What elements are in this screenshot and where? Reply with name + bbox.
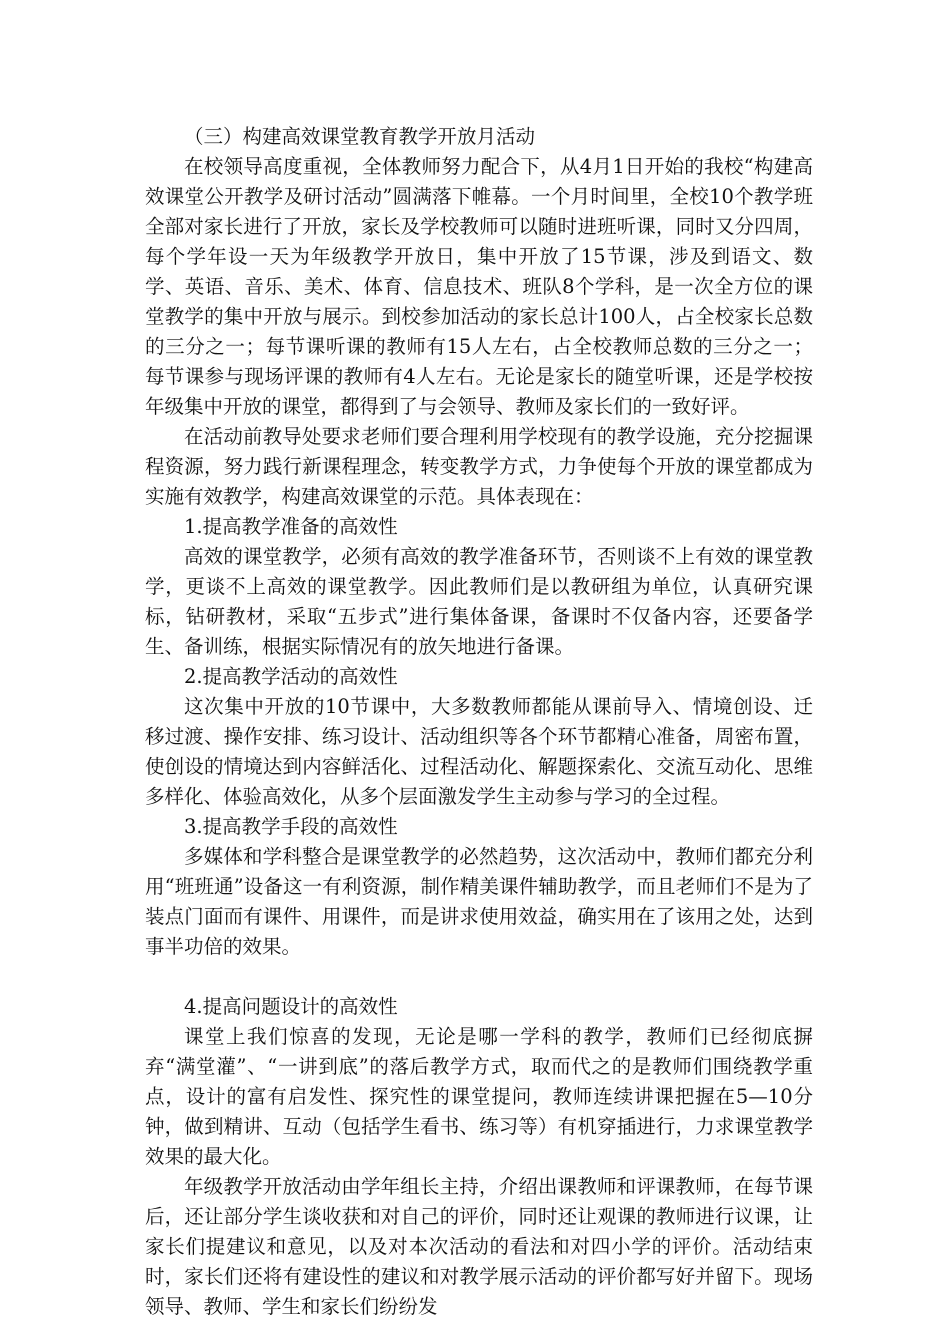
blank-line — [145, 962, 813, 992]
intro-paragraph-1: 在校领导高度重视，全体教师努力配合下，从4月1日开始的我校“构建高效课堂公开教学及研讨活动”圆满落下帷幕。一个月时间里，全校10个教学班全部对家长进行了开放，家长及学校教师可以随时进班听课，同时又分四周，每个学年设一天为年级教学开放日，集中开放了15节课，涉及到语文、数学、英语、音乐、美术、体育、信息技术、班队8个学科，是一次全方位的课堂教学的集中开放与展示。到校参加活动的家长总计100人，占全校家长总数的三分之一；每节课听课的教师有15人左右，占全校教师总数的三分之一；每节课参与现场评课的教师有4人左右。无论是家长的随堂听课，还是学校按年级集中开放的课堂，都得到了与会领导、教师及家长们的一致好评。 — [145, 155, 813, 418]
item-heading-2: 2.提高教学活动的高效性 — [184, 665, 398, 688]
intro-paragraph-2: 在活动前教导处要求老师们要合理利用学校现有的教学设施，充分挖掘课程资源，努力践行新课程理念，转变教学方式，力争使每个开放的课堂都成为实施有效教学，构建高效课堂的示范。具体表现在： — [145, 425, 813, 508]
item-body-3: 多媒体和学科整合是课堂教学的必然趋势，这次活动中，教师们都充分利用“班班通”设备这一有利资源，制作精美课件辅助教学，而且老师们不是为了装点门面而有课件、用课件，而是讲求使用效益，确实用在了该用之处，达到事半功倍的效果。 — [145, 845, 813, 958]
closing-paragraph: 年级教学开放活动由学年组长主持，介绍出课教师和评课教师，在每节课后，还让部分学生谈收获和对自己的评价，同时还让观课的教师进行议课，让家长们提建议和意见，以及对本次活动的看法和对四小学的评价。活动结束时，家长们还将有建设性的建议和对教学展示活动的评价都写好并留下。现场领导、教师、学生和家长们纷纷发 — [145, 1175, 813, 1318]
item-body-1: 高效的课堂教学，必须有高效的教学准备环节，否则谈不上有效的课堂教学，更谈不上高效的课堂教学。因此教师们是以教研组为单位，认真研究课标，钻研教材，采取“五步式”进行集体备课，备课时不仅备内容，还要备学生、备训练，根据实际情况有的放矢地进行备课。 — [145, 545, 813, 658]
item-heading-4: 4.提高问题设计的高效性 — [184, 995, 398, 1018]
item-heading-3: 3.提高教学手段的高效性 — [184, 815, 398, 838]
document-page — [145, 122, 813, 1322]
section-title: （三）构建高效课堂教育教学开放月活动 — [184, 125, 536, 148]
item-body-2: 这次集中开放的10节课中，大多数教师都能从课前导入、情境创设、迁移过渡、操作安排、练习设计、活动组织等各个环节都精心准备，周密布置，使创设的情境达到内容鲜活化、过程活动化、解题探索化、交流互动化、思维多样化、体验高效化，从多个层面激发学生主动参与学习的全过程。 — [145, 695, 813, 808]
item-body-4: 课堂上我们惊喜的发现，无论是哪一学科的教学，教师们已经彻底摒弃“满堂灌”、“一讲到底”的落后教学方式，取而代之的是教师们围绕教学重点，设计的富有启发性、探究性的课堂提问，教师连续讲课把握在5—10分钟，做到精讲、互动（包括学生看书、练习等）有机穿插进行，力求课堂教学效果的最大化。 — [145, 1025, 813, 1168]
item-heading-1: 1.提高教学准备的高效性 — [184, 515, 398, 538]
